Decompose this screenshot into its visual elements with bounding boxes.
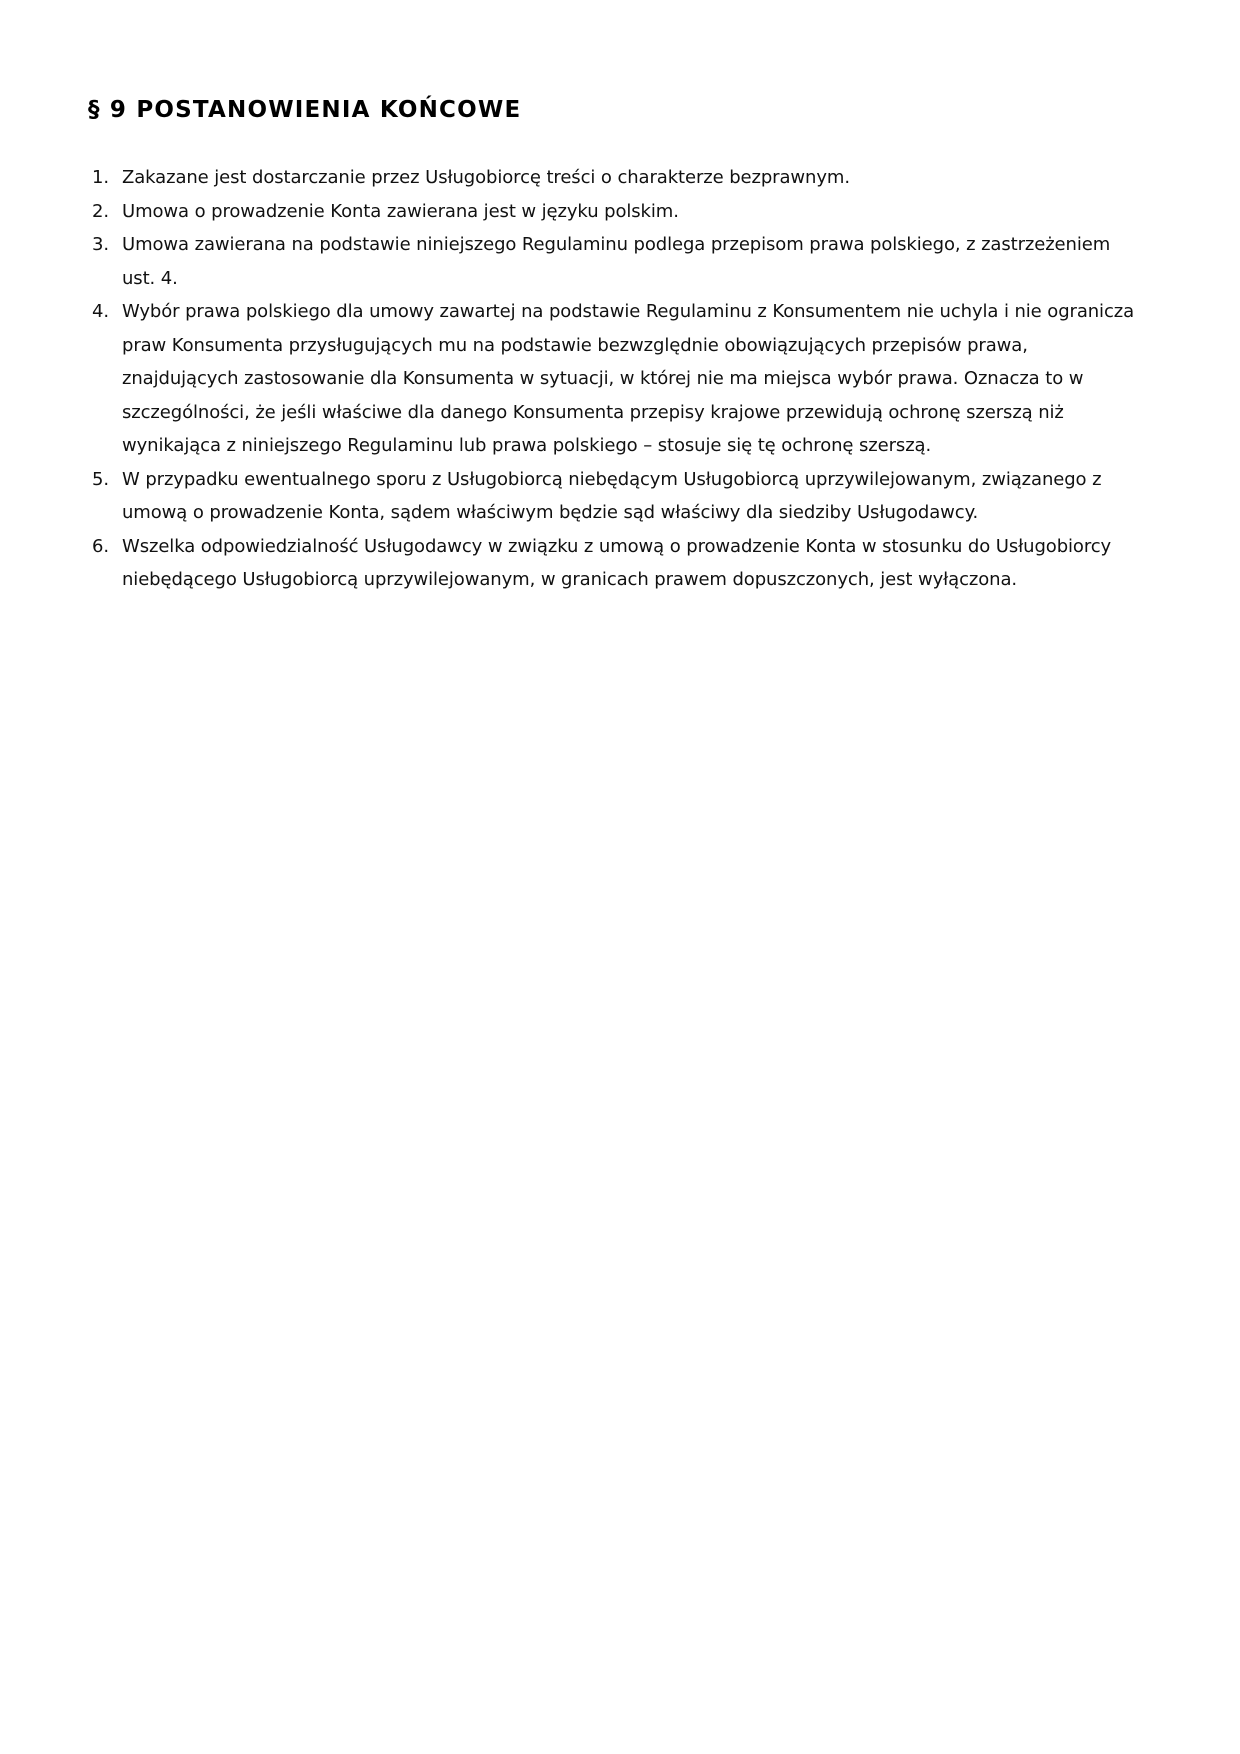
clause-item bbox=[88, 530, 1148, 597]
clause-number: 5. bbox=[92, 468, 109, 490]
clause-item bbox=[88, 195, 1148, 229]
clause-list bbox=[88, 161, 1148, 597]
clause-item bbox=[88, 161, 1148, 195]
clause-number: 4. bbox=[92, 301, 109, 322]
clause-number: 1. bbox=[92, 167, 109, 188]
clause-item bbox=[88, 295, 1148, 463]
clause-number: 2. bbox=[92, 200, 109, 222]
clause-text: Wszelka odpowiedzialność Usługodawcy w związku z umową o prowadzenie Konta w stosunku do Usługobiorcy niebędącego Usługobiorcą uprzywilejowanym, w granicach prawem dopuszczonych, jest wyłączona. bbox=[122, 535, 1112, 590]
clause-text: Wybór prawa polskiego dla umowy zawartej na podstawie Regulaminu z Konsumentem nie uchyla i nie ogranicza praw Konsumenta przysługujących mu na podstawie bezwzględnie obowiązujących przepisów prawa, znajdujących zastosowanie dla Konsumenta w sytuacji, w której nie ma miejsca wybór prawa. Oznacza to w szczególności, że jeśli właściwe dla danego Konsumenta przepisy krajowe przewidują ochronę szerszą niż wynikająca z niniejszego Regulaminu lub prawa polskiego – stosuje się tę ochronę szerszą. bbox=[122, 301, 1135, 456]
clause-text: Umowa o prowadzenie Konta zawierana jest w języku polskim. bbox=[122, 200, 679, 222]
clause-item bbox=[88, 463, 1148, 530]
clause-text: Umowa zawierana na podstawie niniejszego Regulaminu podlega przepisom prawa polskiego, z zastrzeżeniem ust. 4. bbox=[122, 234, 1111, 289]
clause-number: 6. bbox=[92, 535, 109, 557]
section-title: § 9 POSTANOWIENIA KOŃCOWE bbox=[88, 97, 522, 123]
clause-text: Zakazane jest dostarczanie przez Usługobiorcę treści o charakterze bezprawnym. bbox=[122, 167, 850, 188]
clause-item bbox=[88, 228, 1148, 295]
clause-text: W przypadku ewentualnego sporu z Usługobiorcą niebędącym Usługobiorcą uprzywilejowanym, związanego z umową o prowadzenie Konta, sądem właściwym będzie sąd właściwy dla siedziby Usługodawcy. bbox=[122, 468, 1102, 523]
clause-number: 3. bbox=[92, 234, 109, 255]
